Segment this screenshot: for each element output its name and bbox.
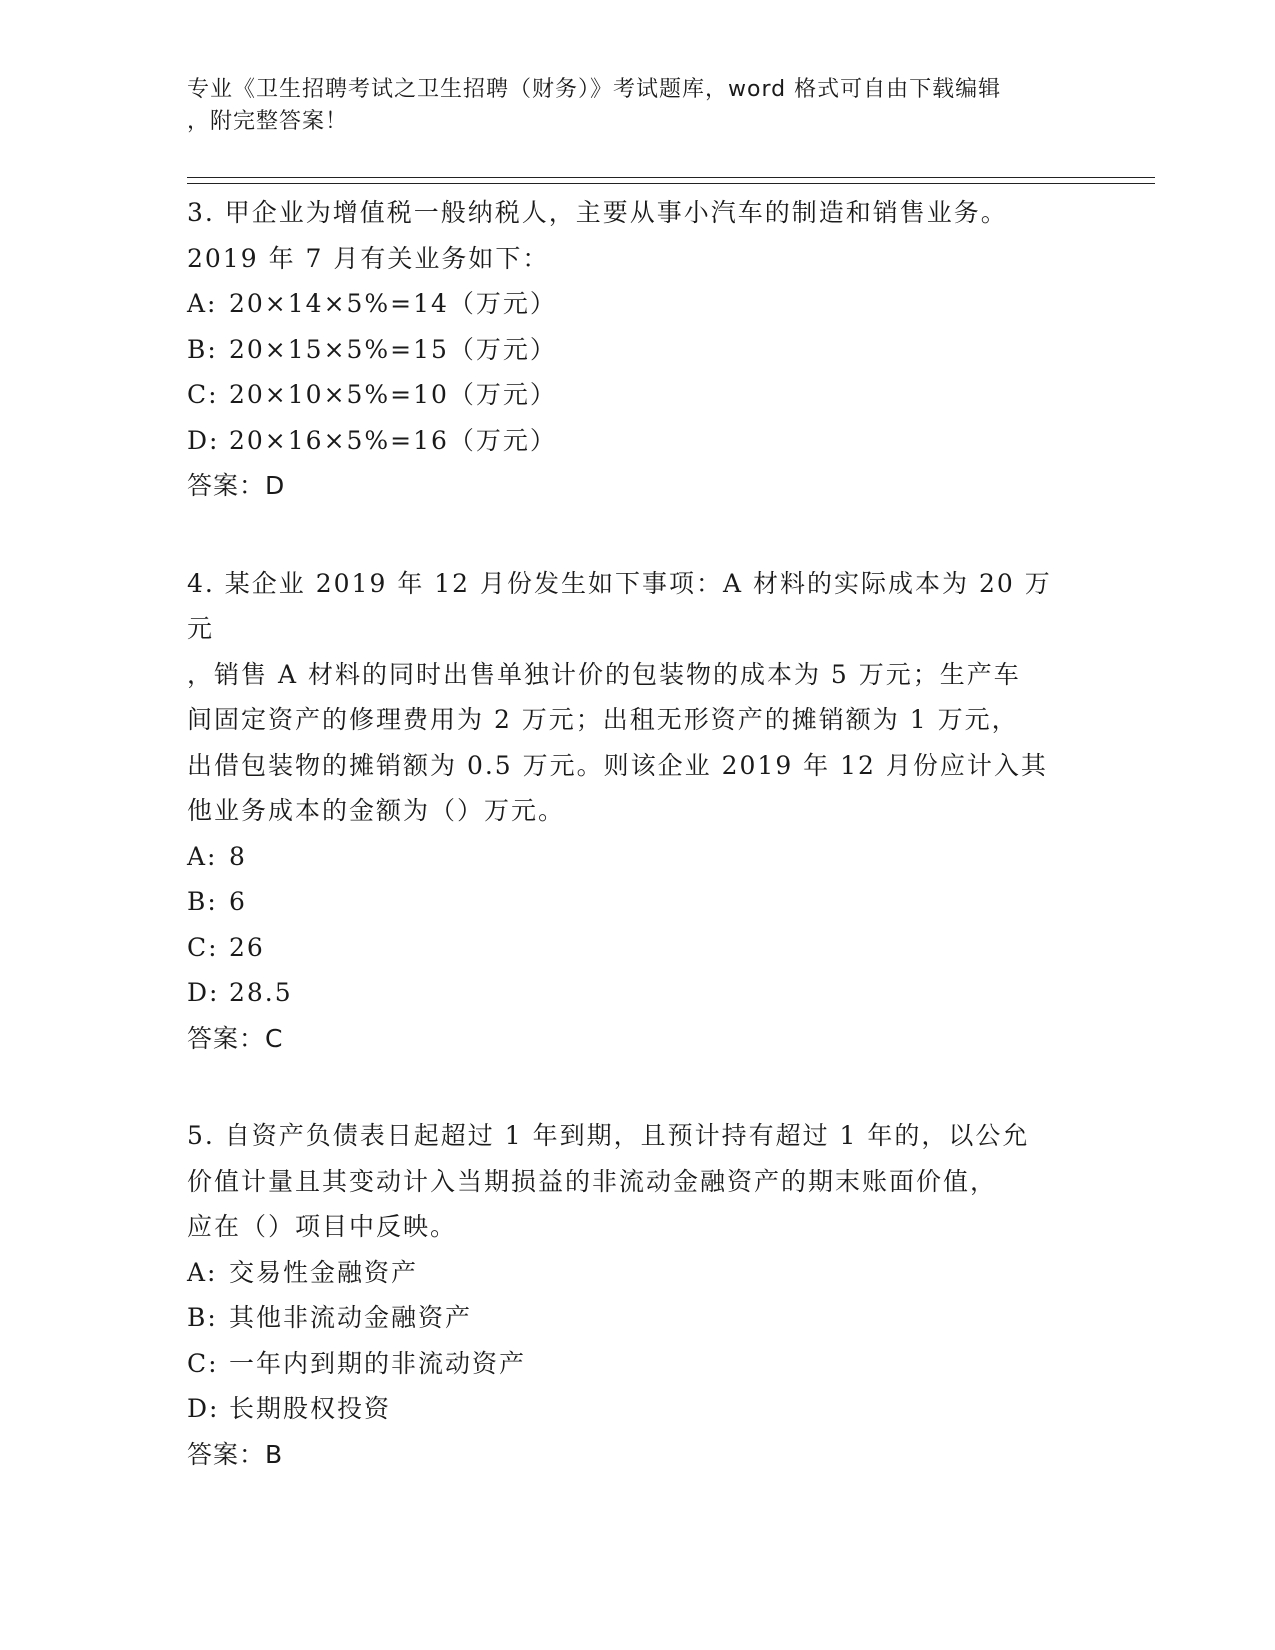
question-stem-line: 价值计量且其变动计入当期损益的非流动金融资产的期末账面价值， bbox=[187, 1166, 998, 1196]
question-stem-line: ，销售 A 材料的同时出售单独计价的包装物的成本为 5 万元；生产车 bbox=[187, 659, 1021, 689]
answer-line: 答案：C bbox=[187, 1023, 284, 1053]
header-divider-bottom bbox=[187, 183, 1155, 184]
question-stem-line: 出借包装物的摊销额为 0.5 万元。则该企业 2019 年 12 月份应计入其 bbox=[187, 750, 1048, 780]
header-line-2: ，附完整答案！ bbox=[187, 109, 349, 134]
question-stem-line: 5. 自资产负债表日起超过 1 年到期，且预计持有超过 1 年的，以公允 bbox=[187, 1121, 1030, 1150]
question-stem-line: 他业务成本的金额为（）万元。 bbox=[187, 796, 566, 825]
option-letter: A: bbox=[187, 289, 218, 318]
option-text: 20×15×5%=15（万元） bbox=[229, 334, 557, 364]
option-text: 交易性金融资产 bbox=[229, 1257, 419, 1287]
question-5 bbox=[187, 1113, 1067, 1477]
option-c bbox=[187, 1341, 1067, 1387]
question-list bbox=[187, 190, 1067, 1529]
option-text: 20×14×5%=14（万元） bbox=[229, 289, 557, 318]
option-a bbox=[187, 281, 1067, 327]
option-text: 26 bbox=[229, 932, 265, 962]
option-letter: A: bbox=[187, 841, 218, 871]
question-stem-line: 间固定资产的修理费用为 2 万元；出租无形资产的摊销额为 1 万元， bbox=[187, 705, 1019, 734]
option-letter: B: bbox=[187, 887, 218, 916]
option-d bbox=[187, 418, 1067, 464]
option-text: 20×10×5%=10（万元） bbox=[229, 380, 557, 409]
answer-line: 答案：B bbox=[187, 1439, 284, 1469]
option-letter: A: bbox=[187, 1257, 218, 1287]
option-b bbox=[187, 879, 1067, 925]
option-a bbox=[187, 834, 1067, 880]
question-stem-line: 2019 年 7 月有关业务如下： bbox=[187, 243, 550, 273]
option-d bbox=[187, 1386, 1067, 1432]
answer-line: 答案：D bbox=[187, 471, 286, 500]
option-a bbox=[187, 1250, 1067, 1296]
option-letter: D: bbox=[187, 978, 220, 1007]
option-text: 其他非流动金融资产 bbox=[229, 1303, 473, 1332]
document-header bbox=[187, 74, 1067, 138]
option-letter: D: bbox=[187, 1394, 220, 1423]
option-text: 6 bbox=[229, 887, 247, 916]
question-stem-line: 4. 某企业 2019 年 12 月份发生如下事项：A 材料的实际成本为 20 万元 bbox=[187, 568, 1052, 643]
option-text: 20×16×5%=16（万元） bbox=[229, 425, 557, 455]
header-divider-top bbox=[187, 177, 1155, 178]
option-c bbox=[187, 372, 1067, 418]
option-letter: C: bbox=[187, 380, 219, 409]
option-text: 28.5 bbox=[229, 978, 293, 1007]
option-b bbox=[187, 1295, 1067, 1341]
option-text: 长期股权投资 bbox=[229, 1394, 392, 1423]
option-text: 8 bbox=[229, 841, 247, 871]
question-stem-line: 3. 甲企业为增值税一般纳税人，主要从事小汽车的制造和销售业务。 bbox=[187, 198, 1008, 227]
option-b bbox=[187, 327, 1067, 373]
header-line-1: 专业《卫生招聘考试之卫生招聘（财务）》考试题库，word 格式可自由下载编辑 bbox=[187, 77, 1002, 102]
option-text: 一年内到期的非流动资产 bbox=[229, 1348, 527, 1378]
option-letter: B: bbox=[187, 1303, 218, 1332]
question-4 bbox=[187, 561, 1067, 1062]
question-3 bbox=[187, 190, 1067, 509]
question-stem-line: 应在（）项目中反映。 bbox=[187, 1212, 458, 1241]
option-letter: C: bbox=[187, 932, 219, 962]
option-letter: C: bbox=[187, 1348, 219, 1378]
option-letter: D: bbox=[187, 425, 220, 455]
option-letter: B: bbox=[187, 334, 218, 364]
option-d bbox=[187, 970, 1067, 1016]
option-c bbox=[187, 925, 1067, 971]
